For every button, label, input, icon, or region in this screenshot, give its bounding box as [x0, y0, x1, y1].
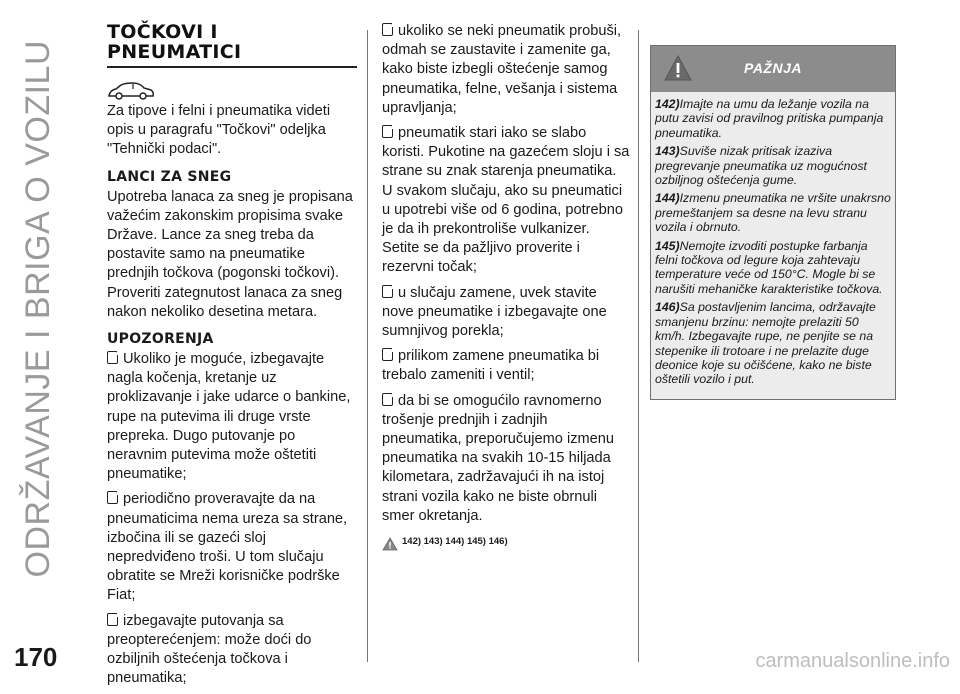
checkbox-bullet-icon	[382, 285, 393, 298]
column-2	[382, 22, 630, 551]
warning-item: 146)Sa postavljenim lancima, održavajte smanjenu brzinu: nemojte prelaziti 50 km/h. Izbegavajte rupe, ne penjite se na stepenike ili trotoare i ne prelazite duge deonice koje su očišćene, kako ne biste oštetili vozilo i put.	[655, 300, 876, 387]
list-item: Ukoliko je moguće, izbegavajte nagla kočenja, kretanje uz proklizavanje i jake udarce o bankine, rupe na putevima ili druge vrste prepreka. Dugo putovanje po neravnim putevima može oštetiti pneumatike;	[107, 351, 351, 483]
snow-chains-text: Upotreba lanaca za sneg je propisana važećim zakonskim propisima svake Države. Lance za sneg treba da postavite samo na pneumatike prednjih točkova (pogonski točkovi). Proveriti zategnutost lanaca za sneg nakon nekoliko desetina metara.	[107, 188, 353, 320]
section-title-line-1: TOČKOVI I	[107, 21, 218, 43]
section-title	[107, 22, 357, 62]
page-number: 170	[14, 642, 58, 672]
car-silhouette-icon	[107, 78, 155, 100]
list-item: pneumatik stari iako se slabo koristi. Pukotine na gazećem sloju i sa strane su znak starenja pneumatika. U svakom slučaju, ako su pneumatici u upotrebi više od 6 godina, potrebno je da ih prekontroliše vulkanizer. Setite se da pažljivo proverite i rezervni točak;	[382, 125, 630, 276]
warning-body	[651, 92, 895, 399]
reference-numbers: 142) 143) 144) 145) 146)	[402, 536, 508, 548]
warning-box	[650, 45, 896, 400]
vehicle-version-icons	[107, 76, 357, 102]
checkbox-bullet-icon	[382, 23, 393, 36]
column-3	[650, 45, 896, 400]
chapter-title-text: ODRŽAVANJE I BRIGA O VOZILU	[19, 40, 57, 578]
checkbox-bullet-icon	[382, 348, 393, 361]
title-rule	[107, 66, 357, 68]
checkbox-bullet-icon	[107, 351, 118, 364]
checkbox-bullet-icon	[382, 125, 393, 138]
warning-triangle-icon	[382, 537, 398, 551]
list-item: prilikom zamene pneumatika bi trebalo zameniti i ventil;	[382, 348, 600, 384]
warning-item: 142)Imajte na umu da ležanje vozila na putu zavisi od pravilnog pritiska pumpanja pneumatika.	[655, 97, 884, 140]
subheading-snow-chains: LANCI ZA SNEG	[107, 168, 232, 185]
warning-item: 145)Nemojte izvoditi postupke farbanja felni točkova od legure koja zahtevaju temperature veće od 150°C. Mogle bi se narušiti mehaničke karakteristike točkova.	[655, 238, 883, 296]
warning-references	[382, 532, 630, 551]
checkbox-bullet-icon	[382, 393, 393, 406]
list-item: u slučaju zamene, uvek stavite nove pneumatike i izbegavajte one sumnjivog porekla;	[382, 284, 607, 340]
list-item: periodično proveravajte da na pneumaticima nema ureza sa strane, izbočina ili se gazeći sloj nepredviđeno troši. U tom slučaju obratite se Mreži korisničke podrške Fiat;	[107, 491, 348, 604]
section-title-line-2: PNEUMATICI	[107, 41, 242, 63]
chapter-title-vertical	[8, 40, 68, 640]
intro-text: Za tipove i felni i pneumatika videti opis u paragrafu "Točkovi" odeljka "Tehnički podaci".	[107, 103, 331, 158]
column-divider	[638, 30, 639, 662]
list-item: da bi se omogućilo ravnomerno trošenje prednjih i zadnjih pneumatika, preporučujemo izmenu pneumatika na svakih 10-15 hiljada kilometara, zadržavajući ih na istoj strani vozila kako ne biste obrnuli smer okretanja.	[382, 392, 615, 524]
column-1	[107, 22, 357, 694]
list-item: izbegavajte putovanja sa preopterećenjem: može doći do ozbiljnih oštećenja točkova i pneumatika;	[107, 612, 312, 687]
warning-header	[651, 46, 895, 92]
warning-triangle-icon	[663, 54, 693, 82]
watermark: carmanualsonline.info	[755, 650, 950, 672]
warning-item: 143)Suviše nizak pritisak izaziva pregrevanje pneumatika uz mogućnost ozbiljnog oštećenja gume.	[655, 144, 867, 188]
checkbox-bullet-icon	[107, 613, 118, 626]
column-divider	[367, 30, 368, 662]
warning-item: 144)Izmenu pneumatika ne vršite unakrsno premeštanjem sa desne na levu stranu vozila i obrnuto.	[655, 191, 891, 235]
subheading-warnings: UPOZORENJA	[107, 331, 214, 348]
checkbox-bullet-icon	[107, 491, 118, 504]
list-item: ukoliko se neki pneumatik probuši, odmah se zaustavite i zamenite ga, kako biste izbegli oštećenje samog pneumatika, felne, vešanja i sistema upravljanja;	[382, 23, 622, 116]
warning-label: PAŽNJA	[744, 60, 802, 77]
